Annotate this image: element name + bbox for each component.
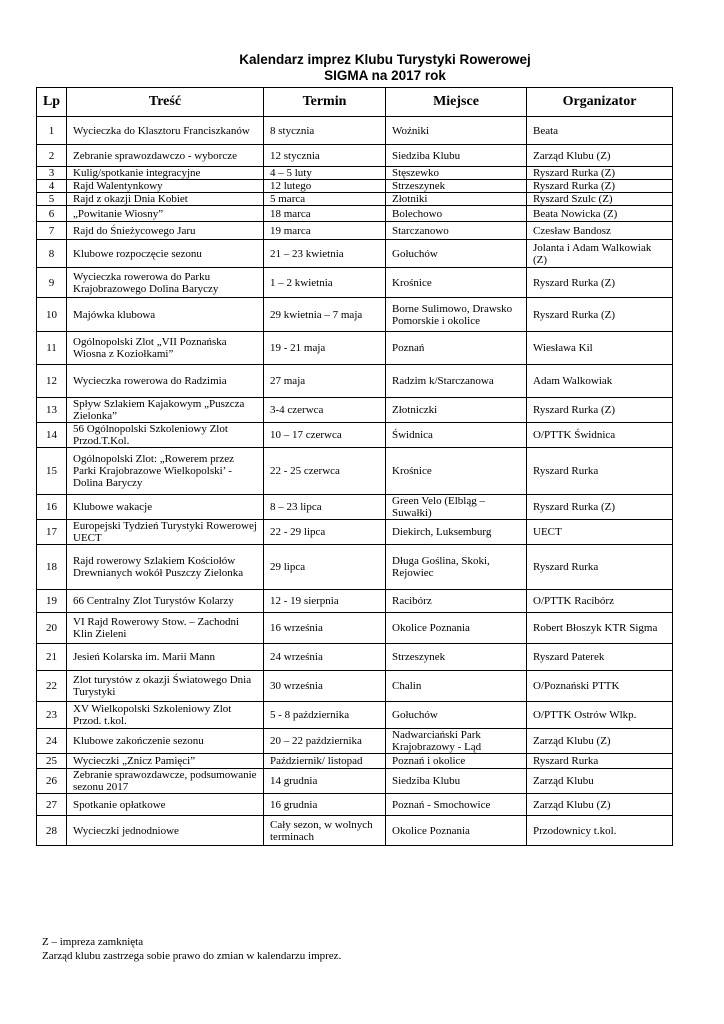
row-termin: 12 stycznia bbox=[264, 145, 386, 167]
row-organizator: Beata Nowicka (Z) bbox=[527, 206, 673, 222]
row-tresc: Klubowe wakacje bbox=[67, 495, 264, 520]
row-organizator: Zarząd Klubu (Z) bbox=[527, 145, 673, 167]
table-row bbox=[37, 268, 673, 298]
row-miejsce: Gołuchów bbox=[386, 702, 527, 729]
row-miejsce: Poznań i okolice bbox=[386, 754, 527, 769]
header-miejsce: Miejsce bbox=[386, 88, 527, 117]
row-organizator: Zarząd Klubu bbox=[527, 769, 673, 794]
table-row bbox=[37, 644, 673, 671]
row-termin: 24 września bbox=[264, 644, 386, 671]
row-lp: 22 bbox=[37, 671, 67, 702]
row-organizator: O/PTTK Świdnica bbox=[527, 423, 673, 448]
table-row bbox=[37, 769, 673, 794]
row-termin: 5 - 8 października bbox=[264, 702, 386, 729]
row-tresc: 66 Centralny Zlot Turystów Kolarzy bbox=[67, 590, 264, 613]
row-termin: 5 marca bbox=[264, 193, 386, 206]
row-organizator: UECT bbox=[527, 520, 673, 545]
row-lp: 28 bbox=[37, 816, 67, 846]
row-tresc: Rajd z okazji Dnia Kobiet bbox=[67, 193, 264, 206]
row-lp: 5 bbox=[37, 193, 67, 206]
row-termin: 19 - 21 maja bbox=[264, 332, 386, 365]
row-organizator: Ryszard Rurka (Z) bbox=[527, 268, 673, 298]
row-miejsce: Gołuchów bbox=[386, 240, 527, 268]
table-row bbox=[37, 298, 673, 332]
row-organizator: Robert Błoszyk KTR Sigma bbox=[527, 613, 673, 644]
row-miejsce: Green Velo (Elbląg – Suwałki) bbox=[386, 495, 527, 520]
row-miejsce: Krośnice bbox=[386, 268, 527, 298]
row-tresc: Spotkanie opłatkowe bbox=[67, 794, 264, 816]
row-organizator: Zarząd Klubu (Z) bbox=[527, 794, 673, 816]
row-termin: 19 marca bbox=[264, 222, 386, 240]
document-title bbox=[150, 52, 620, 84]
row-miejsce: Racibórz bbox=[386, 590, 527, 613]
row-lp: 9 bbox=[37, 268, 67, 298]
row-miejsce: Siedziba Klubu bbox=[386, 769, 527, 794]
disclaimer-note: Zarząd klubu zastrzega sobie prawo do zmian w kalendarzu imprez. bbox=[42, 950, 342, 962]
row-tresc: Europejski Tydzień Turystyki Rowerowej UECT bbox=[67, 520, 264, 545]
title-line-2: SIGMA na 2017 rok bbox=[324, 68, 446, 83]
table-row bbox=[37, 613, 673, 644]
row-organizator: Ryszard Rurka (Z) bbox=[527, 167, 673, 180]
row-tresc: Rajd rowerowy Szlakiem Kościołów Drewnianych wokół Puszczy Zielonka bbox=[67, 545, 264, 590]
row-miejsce: Diekirch, Luksemburg bbox=[386, 520, 527, 545]
row-tresc: Wycieczki „Znicz Pamięci” bbox=[67, 754, 264, 769]
row-lp: 4 bbox=[37, 180, 67, 193]
legend-note: Z – impreza zamknięta bbox=[42, 936, 144, 948]
row-miejsce: Złotniki bbox=[386, 193, 527, 206]
table-row bbox=[37, 816, 673, 846]
row-organizator: Ryszard Rurka bbox=[527, 448, 673, 495]
row-tresc: Jesień Kolarska im. Marii Mann bbox=[67, 644, 264, 671]
row-tresc: 56 Ogólnopolski Szkoleniowy Zlot Przod.T.Kol. bbox=[67, 423, 264, 448]
table-row bbox=[37, 520, 673, 545]
row-miejsce: Długa Goślina, Skoki, Rejowiec bbox=[386, 545, 527, 590]
row-organizator: Beata bbox=[527, 117, 673, 145]
row-lp: 17 bbox=[37, 520, 67, 545]
table-row bbox=[37, 145, 673, 167]
table-row bbox=[37, 423, 673, 448]
row-tresc: Wycieczka do Klasztoru Franciszkanów bbox=[67, 117, 264, 145]
table-row bbox=[37, 794, 673, 816]
row-termin: 29 lipca bbox=[264, 545, 386, 590]
row-lp: 16 bbox=[37, 495, 67, 520]
row-organizator: Adam Walkowiak bbox=[527, 365, 673, 398]
row-lp: 6 bbox=[37, 206, 67, 222]
row-miejsce: Starczanowo bbox=[386, 222, 527, 240]
row-tresc: „Powitanie Wiosny” bbox=[67, 206, 264, 222]
row-tresc: Ogólnopolski Zlot: „Rowerem przez Parki Krajobrazowe Wielkopolski’ - Dolina Baryczy bbox=[67, 448, 264, 495]
row-organizator: Ryszard Szulc (Z) bbox=[527, 193, 673, 206]
table-row bbox=[37, 754, 673, 769]
row-miejsce: Siedziba Klubu bbox=[386, 145, 527, 167]
header-organizator: Organizator bbox=[527, 88, 673, 117]
row-termin: 12 lutego bbox=[264, 180, 386, 193]
row-organizator: Ryszard Rurka (Z) bbox=[527, 495, 673, 520]
table-row bbox=[37, 495, 673, 520]
row-organizator: Ryszard Rurka (Z) bbox=[527, 298, 673, 332]
row-organizator: Czesław Bandosz bbox=[527, 222, 673, 240]
table-row bbox=[37, 117, 673, 145]
row-termin: 27 maja bbox=[264, 365, 386, 398]
row-termin: 30 września bbox=[264, 671, 386, 702]
row-lp: 27 bbox=[37, 794, 67, 816]
row-lp: 7 bbox=[37, 222, 67, 240]
row-termin: Cały sezon, w wolnych terminach bbox=[264, 816, 386, 846]
table-row bbox=[37, 702, 673, 729]
title-line-1: Kalendarz imprez Klubu Turystyki Rowerowej bbox=[239, 52, 531, 67]
row-tresc: Zebranie sprawozdawczo - wyborcze bbox=[67, 145, 264, 167]
row-lp: 14 bbox=[37, 423, 67, 448]
events-calendar-table bbox=[36, 87, 673, 846]
row-organizator: Ryszard Rurka (Z) bbox=[527, 398, 673, 423]
row-lp: 8 bbox=[37, 240, 67, 268]
table-row bbox=[37, 365, 673, 398]
row-lp: 26 bbox=[37, 769, 67, 794]
row-lp: 24 bbox=[37, 729, 67, 754]
row-lp: 21 bbox=[37, 644, 67, 671]
row-lp: 1 bbox=[37, 117, 67, 145]
row-lp: 10 bbox=[37, 298, 67, 332]
row-organizator: Ryszard Rurka (Z) bbox=[527, 180, 673, 193]
row-lp: 23 bbox=[37, 702, 67, 729]
row-miejsce: Bolechowo bbox=[386, 206, 527, 222]
row-lp: 3 bbox=[37, 167, 67, 180]
row-tresc: Klubowe rozpoczęcie sezonu bbox=[67, 240, 264, 268]
row-miejsce: Krośnice bbox=[386, 448, 527, 495]
footnotes bbox=[42, 935, 341, 963]
row-miejsce: Poznań bbox=[386, 332, 527, 365]
row-organizator: Jolanta i Adam Walkowiak (Z) bbox=[527, 240, 673, 268]
table-row bbox=[37, 729, 673, 754]
table-header-row bbox=[37, 88, 673, 117]
row-tresc: Wycieczka rowerowa do Radzimia bbox=[67, 365, 264, 398]
row-tresc: Zebranie sprawozdawcze, podsumowanie sezonu 2017 bbox=[67, 769, 264, 794]
row-miejsce: Świdnica bbox=[386, 423, 527, 448]
table-row bbox=[37, 448, 673, 495]
row-lp: 2 bbox=[37, 145, 67, 167]
row-termin: 4 – 5 luty bbox=[264, 167, 386, 180]
row-miejsce: Poznań - Smochowice bbox=[386, 794, 527, 816]
row-termin: 22 - 25 czerwca bbox=[264, 448, 386, 495]
row-lp: 19 bbox=[37, 590, 67, 613]
table-row bbox=[37, 222, 673, 240]
table-row bbox=[37, 180, 673, 193]
row-tresc: VI Rajd Rowerowy Stow. – Zachodni Klin Zieleni bbox=[67, 613, 264, 644]
row-miejsce: Stęszewko bbox=[386, 167, 527, 180]
row-lp: 13 bbox=[37, 398, 67, 423]
row-organizator: Ryszard Rurka bbox=[527, 754, 673, 769]
table-row bbox=[37, 671, 673, 702]
row-miejsce: Nadwarciański Park Krajobrazowy - Ląd bbox=[386, 729, 527, 754]
row-miejsce: Woźniki bbox=[386, 117, 527, 145]
row-termin: 8 – 23 lipca bbox=[264, 495, 386, 520]
row-tresc: Zlot turystów z okazji Światowego Dnia Turystyki bbox=[67, 671, 264, 702]
row-termin: 18 marca bbox=[264, 206, 386, 222]
row-lp: 20 bbox=[37, 613, 67, 644]
row-tresc: Ogólnopolski Zlot „VII Poznańska Wiosna z Koziołkami” bbox=[67, 332, 264, 365]
row-lp: 12 bbox=[37, 365, 67, 398]
table-row bbox=[37, 206, 673, 222]
table-row bbox=[37, 240, 673, 268]
row-tresc: Rajd do Śnieżycowego Jaru bbox=[67, 222, 264, 240]
header-tresc: Treść bbox=[67, 88, 264, 117]
row-miejsce: Borne Sulimowo, Drawsko Pomorskie i okolice bbox=[386, 298, 527, 332]
row-tresc: XV Wielkopolski Szkoleniowy Zlot Przod. t.kol. bbox=[67, 702, 264, 729]
row-tresc: Majówka klubowa bbox=[67, 298, 264, 332]
row-miejsce: Okolice Poznania bbox=[386, 613, 527, 644]
row-termin: 14 grudnia bbox=[264, 769, 386, 794]
row-lp: 25 bbox=[37, 754, 67, 769]
row-organizator: O/PTTK Racibórz bbox=[527, 590, 673, 613]
row-lp: 11 bbox=[37, 332, 67, 365]
row-organizator: Zarząd Klubu (Z) bbox=[527, 729, 673, 754]
row-organizator: Ryszard Paterek bbox=[527, 644, 673, 671]
row-organizator: Przodownicy t.kol. bbox=[527, 816, 673, 846]
row-termin: 21 – 23 kwietnia bbox=[264, 240, 386, 268]
header-termin: Termin bbox=[264, 88, 386, 117]
header-lp: Lp bbox=[37, 88, 67, 117]
row-organizator: Wiesława Kil bbox=[527, 332, 673, 365]
row-tresc: Wycieczki jednodniowe bbox=[67, 816, 264, 846]
row-termin: Październik/ listopad bbox=[264, 754, 386, 769]
row-termin: 22 - 29 lipca bbox=[264, 520, 386, 545]
row-termin: 16 września bbox=[264, 613, 386, 644]
table-row bbox=[37, 545, 673, 590]
row-termin: 12 - 19 sierpnia bbox=[264, 590, 386, 613]
row-organizator: Ryszard Rurka bbox=[527, 545, 673, 590]
row-termin: 16 grudnia bbox=[264, 794, 386, 816]
row-termin: 8 stycznia bbox=[264, 117, 386, 145]
row-tresc: Rajd Walentynkowy bbox=[67, 180, 264, 193]
table-row bbox=[37, 590, 673, 613]
row-miejsce: Radzim k/Starczanowa bbox=[386, 365, 527, 398]
row-termin: 1 – 2 kwietnia bbox=[264, 268, 386, 298]
row-tresc: Klubowe zakończenie sezonu bbox=[67, 729, 264, 754]
table-row bbox=[37, 193, 673, 206]
row-tresc: Spływ Szlakiem Kajakowym „Puszcza Zielonka” bbox=[67, 398, 264, 423]
row-tresc: Kulig/spotkanie integracyjne bbox=[67, 167, 264, 180]
row-organizator: O/Poznański PTTK bbox=[527, 671, 673, 702]
table-row bbox=[37, 167, 673, 180]
row-lp: 18 bbox=[37, 545, 67, 590]
row-termin: 3-4 czerwca bbox=[264, 398, 386, 423]
row-termin: 10 – 17 czerwca bbox=[264, 423, 386, 448]
row-miejsce: Okolice Poznania bbox=[386, 816, 527, 846]
row-miejsce: Chalin bbox=[386, 671, 527, 702]
row-lp: 15 bbox=[37, 448, 67, 495]
row-miejsce: Strzeszynek bbox=[386, 644, 527, 671]
row-termin: 29 kwietnia – 7 maja bbox=[264, 298, 386, 332]
row-tresc: Wycieczka rowerowa do Parku Krajobrazowego Dolina Baryczy bbox=[67, 268, 264, 298]
row-termin: 20 – 22 października bbox=[264, 729, 386, 754]
table-row bbox=[37, 398, 673, 423]
row-miejsce: Strzeszynek bbox=[386, 180, 527, 193]
table-row bbox=[37, 332, 673, 365]
table-body bbox=[37, 117, 673, 846]
row-miejsce: Złotniczki bbox=[386, 398, 527, 423]
row-organizator: O/PTTK Ostrów Wlkp. bbox=[527, 702, 673, 729]
